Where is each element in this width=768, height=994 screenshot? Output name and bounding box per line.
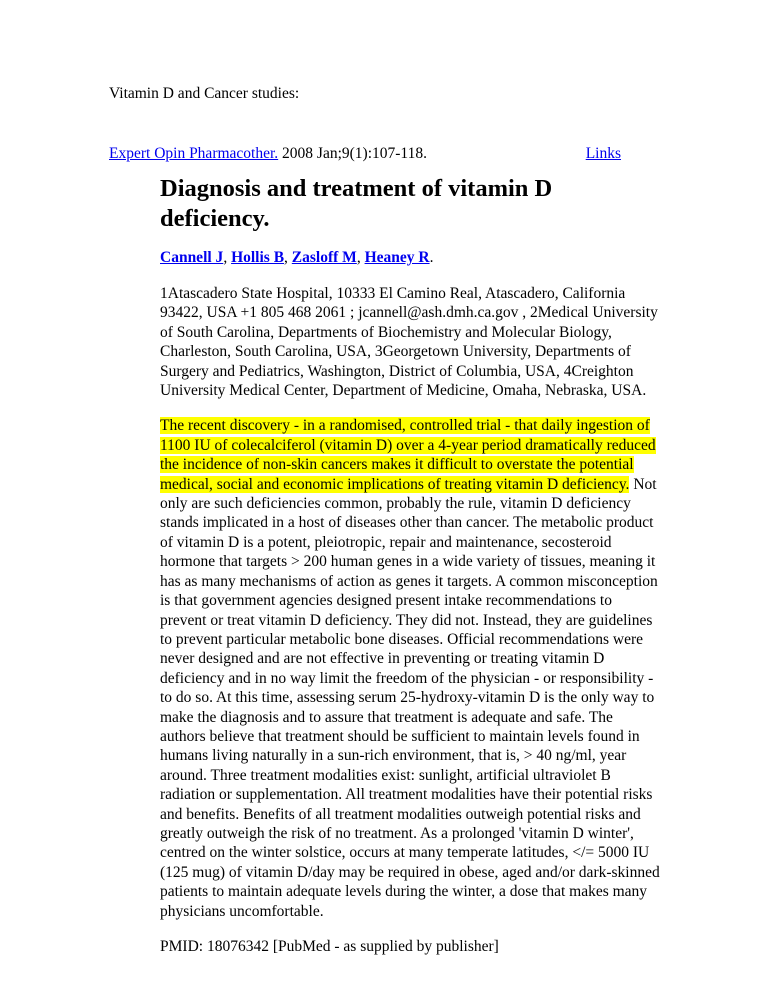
abstract-highlight: The recent discovery - in a randomised, controlled trial - that daily ingestion of 1100 IU of colecalciferol (vitamin D) over a 4-year period dramatically reduced the incidence of non-skin cancers makes it difficult to overstate the potential medical, social and economic implications of treating vitamin D deficiency. <box>160 417 656 493</box>
author-link[interactable]: Cannell J <box>160 249 224 266</box>
pmid: PMID: 18076342 [PubMed - as supplied by publisher] <box>160 938 499 955</box>
abstract <box>160 416 660 921</box>
author-separator: , <box>284 249 292 266</box>
article-title: Diagnosis and treatment of vitamin D deficiency. <box>160 175 553 232</box>
author-end: . <box>429 249 434 266</box>
citation-details: 2008 Jan;9(1):107-118. <box>278 145 427 162</box>
links-link[interactable]: Links <box>585 145 621 162</box>
article <box>160 174 660 972</box>
author-list <box>160 248 660 268</box>
page-heading: Vitamin D and Cancer studies: <box>109 85 300 102</box>
author-separator: , <box>223 249 232 266</box>
author-link[interactable]: Heaney R <box>364 249 430 266</box>
author-separator: , <box>356 249 365 266</box>
abstract-body: Not only are such deficiencies common, probably the rule, vitamin D deficiency stands implicated in a host of diseases other than cancer. The metabolic product of vitamin D is a potent, pleiotropic, repair and maintenance, secosteroid hormone that targets > 200 human genes in a wide variety of tissues, meaning it has as many mechanisms of action as genes it targets. A common misconception is that government agencies designed present intake recommendations to prevent or treat vitamin D deficiency. They did not. Instead, they are guidelines to prevent particular metabolic bone diseases. Official recommendations were never designed and are not effective in preventing or treating vitamin D deficiency and in no way limit the freedom of the physician - or responsibility - to do so. At this time, assessing serum 25-hydroxy-vitamin D is the only way to make the diagnosis and to assure that treatment is adequate and safe. The authors believe that treatment should be sufficient to maintain levels found in humans living naturally in a sun-rich environment, that is, > 40 ng/ml, year around. Three treatment modalities exist: sunlight, artificial ultraviolet B radiation or supplementation. All treatment modalities have their potential risks and benefits. Benefits of all treatment modalities outweigh potential risks and greatly outweigh the risk of no treatment. As a prolonged 'vitamin D winter', centred on the winter solstice, occurs at many temperate latitudes, </= 5000 IU (125 mug) of vitamin D/day may be required in obese, aged and/or dark-skinned patients to maintain adequate levels during the winter, a dose that makes many physicians uncomfortable. <box>160 475 660 920</box>
author-link[interactable]: Hollis B <box>231 249 285 266</box>
author-link[interactable]: Zasloff M <box>291 249 357 266</box>
affiliation: 1Atascadero State Hospital, 10333 El Camino Real, Atascadero, California 93422, USA +1 805 468 2061 ; jcannell@ash.dmh.ca.gov , 2Medical University of South Carolina, Departments of Biochemistry and Molecular Biology, Charleston, South Carolina, USA, 3Georgetown University, Departments of Surgery and Pediatrics, Washington, District of Columbia, USA, 4Creighton University Medical Center, Department of Medicine, Omaha, Nebraska, USA. <box>160 285 658 400</box>
journal-link[interactable]: Expert Opin Pharmacother. <box>109 145 279 162</box>
citation-row <box>109 144 621 164</box>
